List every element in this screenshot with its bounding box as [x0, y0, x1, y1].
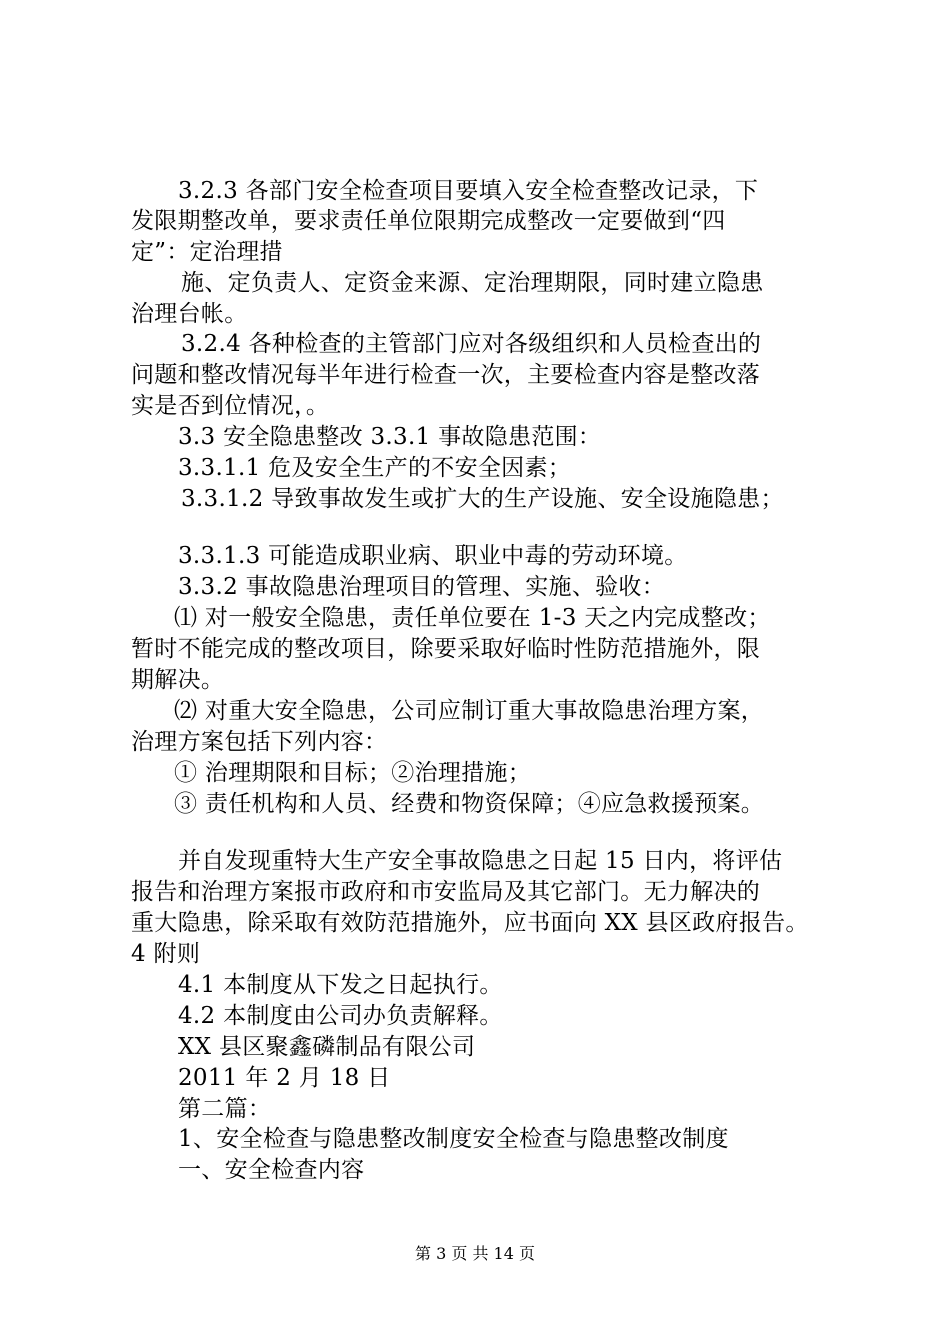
paragraph-line: ⑴ 对一般安全隐患，责任单位要在 1-3 天之内完成整改； [174, 605, 771, 631]
paragraph-line: 4.2 本制度由公司办负责解释。 [178, 1003, 503, 1029]
section-heading: 4 附则 [131, 941, 201, 967]
paragraph-line: 定”：定治理措 [131, 239, 283, 265]
section-heading: 第二篇： [178, 1096, 272, 1122]
paragraph-line: 3.3.1.3 可能造成职业病、职业中毒的劳动环境。 [178, 543, 688, 569]
paragraph-line: 实是否到位情况，。 [131, 393, 330, 419]
paragraph-line: 重大隐患，除采取有效防范措施外，应书面向 XX 县区政府报告。 [131, 910, 809, 936]
paragraph-line: 治理台帐。 [131, 301, 248, 327]
page-number-footer: 第 3 页 共 14 页 [415, 1244, 535, 1263]
paragraph-line: 4.1 本制度从下发之日起执行。 [178, 972, 503, 998]
paragraph-line: 3.3.1.1 危及安全生产的不安全因素； [178, 455, 572, 481]
paragraph-line: ① 治理期限和目标；②治理措施； [174, 760, 532, 786]
paragraph-line: 问题和整改情况每半年进行检查一次，主要检查内容是整改落 [131, 362, 761, 388]
paragraph-line: 报告和治理方案报市政府和市安监局及其它部门。无力解决的 [131, 879, 761, 905]
paragraph-line: 期解决。 [131, 667, 225, 693]
paragraph-line: 3.2.3 各部门安全检查项目要填入安全检查整改记录，下 [178, 178, 759, 204]
paragraph-line: 发限期整改单，要求责任单位限期完成整改一定要做到“四 [131, 208, 726, 234]
paragraph-line: 暂时不能完成的整改项目，除要采取好临时性防范措施外，限 [131, 636, 761, 662]
paragraph-line: 并自发现重特大生产安全事故隐患之日起 15 日内，将评估 [178, 848, 783, 874]
company-name: XX 县区聚鑫磷制品有限公司 [178, 1034, 476, 1060]
paragraph-line: 3.3.2 事故隐患治理项目的管理、实施、验收： [178, 574, 666, 600]
paragraph-line: ⑵ 对重大安全隐患，公司应制订重大事故隐患治理方案， [174, 698, 765, 724]
paragraph-line: 3.3 安全隐患整改 3.3.1 事故隐患范围： [178, 424, 602, 450]
paragraph-line: ③ 责任机构和人员、经费和物资保障；④应急救援预案。 [174, 791, 765, 817]
section-heading: 一、安全检查内容 [178, 1157, 365, 1183]
section-heading: 1、安全检查与隐患整改制度安全检查与隐患整改制度 [178, 1126, 729, 1152]
paragraph-line: 3.3.1.2 导致事故发生或扩大的生产设施、安全设施隐患； [181, 486, 784, 512]
paragraph-line: 治理方案包括下列内容： [131, 729, 388, 755]
paragraph-line: 施、定负责人、定资金来源、定治理期限，同时建立隐患 [181, 270, 764, 296]
paragraph-line: 3.2.4 各种检查的主管部门应对各级组织和人员检查出的 [181, 331, 762, 357]
document-date: 2011 年 2 月 18 日 [178, 1065, 391, 1091]
